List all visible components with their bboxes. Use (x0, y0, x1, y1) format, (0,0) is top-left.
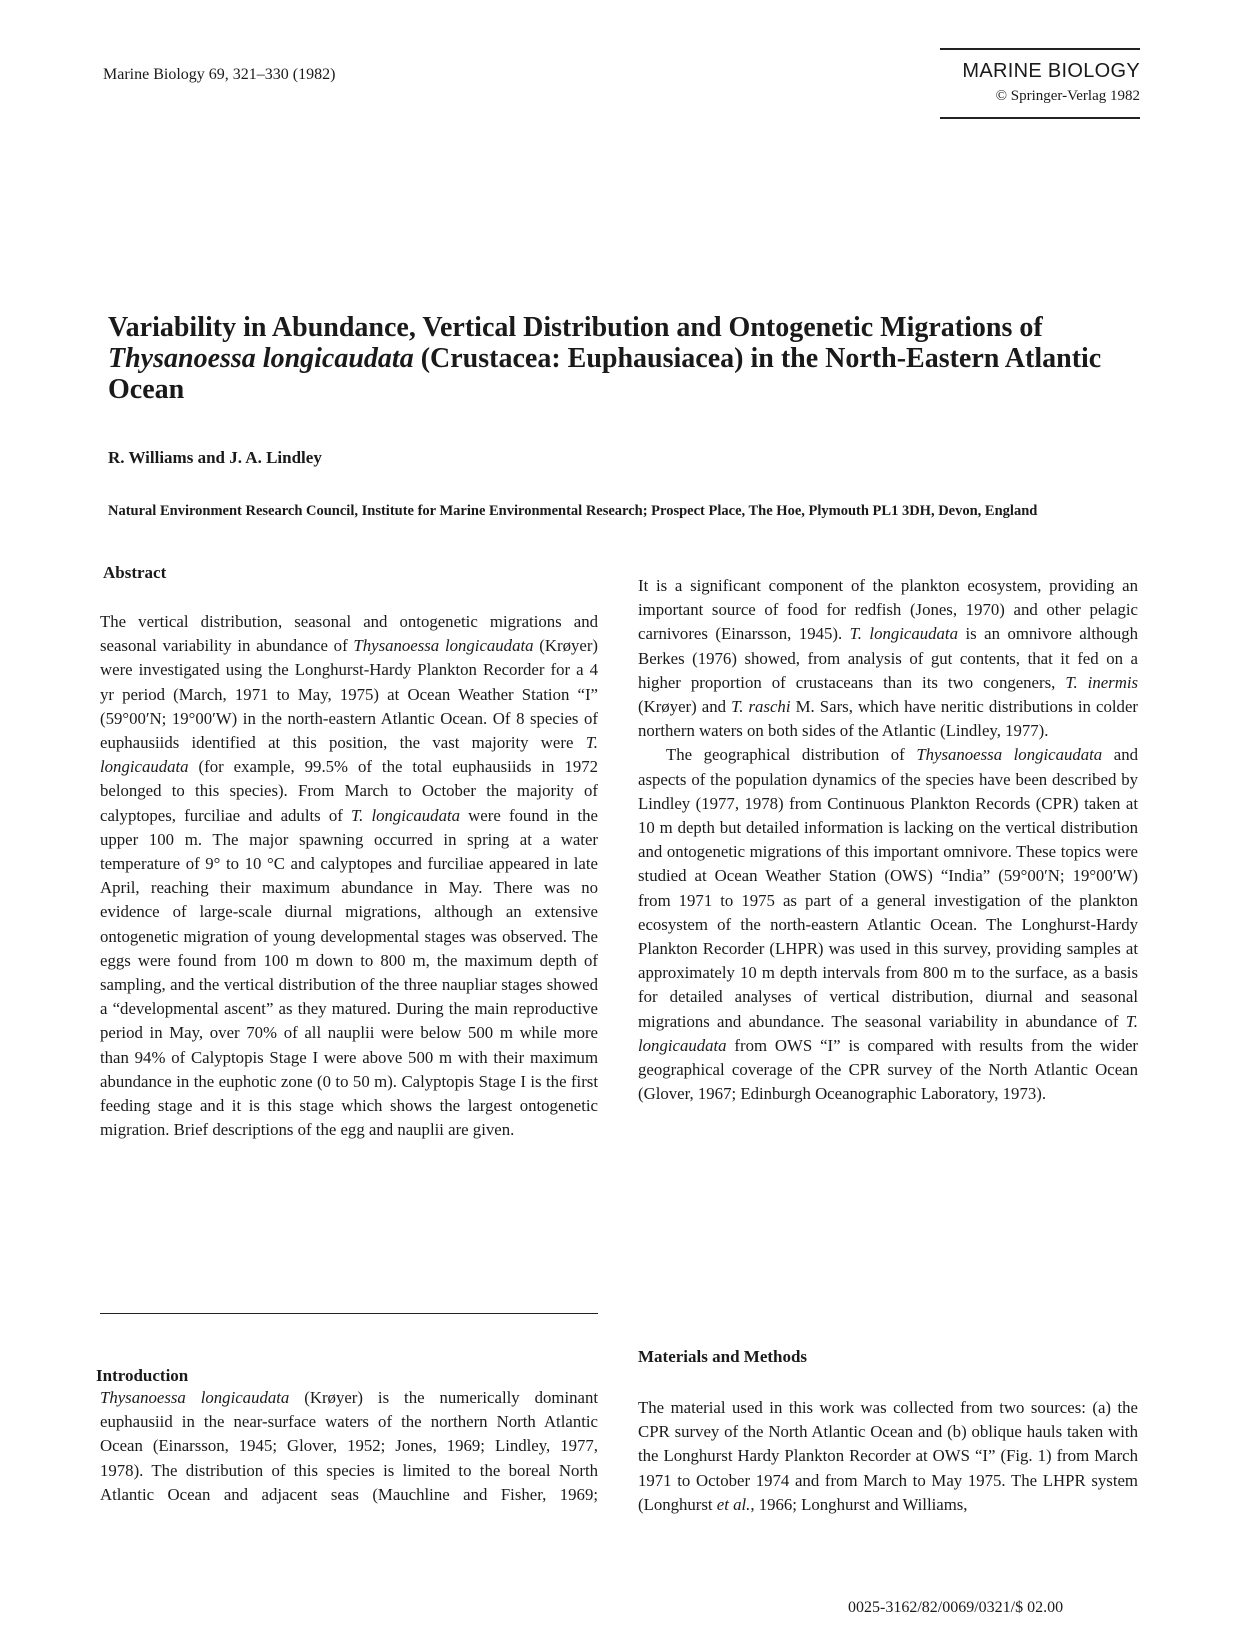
methods-text: The material used in this work was collected from two sources: (a) the CPR survey of the North Atlantic Ocean and (b) oblique hauls taken with the Longhurst Hardy Plankton Recorder at OWS “I” (Fig. 1) from March 1971 to October 1974 and from March to May 1975. The LHPR system (Longhurst (638, 1398, 1138, 1514)
copyright: © Springer-Verlag 1982 (995, 88, 1140, 104)
intro-italic: Thysanoessa longicaudata (100, 1388, 290, 1407)
abstract-text: (Krøyer) were investigated using the Longhurst-Hardy Plankton Recorder for a 4 yr period (March, 1971 to May, 1975) at Ocean Weather Station “I” (59°00′N; 19°00′W) in the north-eastern Atlantic Ocean. Of 8 species of euphausiids identified at this position, the vast majority were (100, 636, 598, 753)
intro-text: M. Sars, which have neritic distributions in colder northern waters on both sides of the Atlantic (Lindley, 1977). (638, 697, 1138, 741)
intro-text: is an omnivore although Berkes (1976) showed, from analysis of gut contents, that it fed on a higher proportion of crustaceans than its two congeners, (638, 624, 1138, 692)
intro-italic: T. longicaudata (849, 624, 958, 644)
masthead-top-rule (940, 48, 1140, 50)
methods-text: , 1966; Longhurst and Williams, (750, 1494, 968, 1514)
methods-body (638, 1396, 1138, 1517)
methods-heading: Materials and Methods (638, 1347, 808, 1366)
abstract-text: were found in the upper 100 m. The major spawning occurred in spring at a water temperature of 9° to 10 °C and calyptopes and furciliae appeared in late April, reaching their maximum abundance in May. There was no evidence of large-scale diurnal migrations, although an extensive ontogenetic migration of young developmental stages was observed. The eggs were found from 100 m down to 800 m, the maximum depth of sampling, and the vertical distribution of the three naupliar stages showed a “developmental ascent” as they matured. During the main reproductive period in May, over 70% of all nauplii were below 500 m while more than 94% of Calyptopis Stage I were above 500 m with their maximum abundance in the euphotic zone (0 to 50 m). Calyptopis Stage I is the first feeding stage and it is this stage which shows the largest ontogenetic migration. Brief descriptions of the egg and nauplii are given. (100, 805, 598, 1140)
abstract-text: (for example, 99.5% of the total euphausiids in 1972 belonged to this species). From March to October the majority of calyptopes, furciliae and adults of (100, 757, 598, 825)
intro-italic: T. raschi (731, 697, 791, 717)
intro-text: The geographical distribution of (666, 745, 917, 765)
intro-text: from OWS “I” is compared with results from the wider geographical coverage of the CPR survey of the North Atlantic Ocean (Glover, 1967; Edinburgh Oceanographic Laboratory, 1973). (638, 1035, 1138, 1104)
authors: R. Williams and J. A. Lindley (108, 448, 322, 467)
affiliation: Natural Environment Research Council, Institute for Marine Environmental Research; Prospect Place, The Hoe, Plymouth PL1 3DH, Devon, England (108, 503, 1038, 519)
title-part-2: (Crustacea: Euphausiacea) in the North-Eastern Atlantic Ocean (108, 343, 1102, 405)
title-species: Thysanoessa longicaudata (108, 343, 414, 374)
article-title (108, 312, 1148, 405)
journal-name: MARINE BIOLOGY (962, 60, 1140, 82)
abstract-italic: Thysanoessa longicaudata (353, 636, 534, 656)
methods-italic: et al. (716, 1494, 751, 1514)
intro-text: It is a significant component of the plankton ecosystem, providing an important source of food for redfish (Jones, 1970) and other pelagic carnivores (Einarsson, 1945). (638, 576, 1138, 644)
intro-text: (Krøyer) and (638, 697, 732, 717)
intro-italic: T. longicaudata (638, 1011, 1138, 1055)
intro-text: and aspects of the population dynamics of the species have been described by Lindley (1977, 1978) from Continuous Plankton Records (CPR) taken at 10 m depth but detailed information is lacking on the vertical distribution and ontogenetic migrations of this important omnivore. These topics were studied at Ocean Weather Station (OWS) “India” (59°00′N; 19°00′W) from 1971 to 1975 as part of a general investigation of the plankton ecosystem of the north-eastern Atlantic Ocean. The Longhurst-Hardy Plankton Recorder (LHPR) was used in this survey, providing samples at approximately 10 m depth intervals from 800 m to the surface, as a basis for detailed analyses of vertical distribution, diurnal and seasonal migrations and abundance. The seasonal variability in abundance of (638, 745, 1138, 1031)
masthead-bottom-rule (940, 117, 1140, 119)
intro-text: (Krøyer) is the numerically dominant euphausiid in the near-surface waters of the northern North Atlantic Ocean (Einarsson, 1945; Glover, 1952; Jones, 1969; Lindley, 1977, 1978). The distribution of this species is limited to the boreal North Atlantic Ocean and adjacent seas (Mauchline and Fisher, 1969; (100, 1388, 598, 1504)
abstract-italic: T. longicaudata (100, 733, 598, 777)
intro-italic: T. inermis (1065, 672, 1138, 692)
title-part-1: Variability in Abundance, Vertical Distribution and Ontogenetic Migrations of (108, 312, 1043, 343)
article-code: 0025-3162/82/0069/0321/$ 02.00 (848, 1599, 1064, 1616)
abstract-text: The vertical distribution, seasonal and ontogenetic migrations and seasonal variability in abundance of (100, 612, 598, 656)
abstract-heading: Abstract (103, 563, 167, 582)
introduction-heading: Introduction (96, 1366, 189, 1385)
intro-italic: Thysanoessa longicaudata (916, 745, 1103, 765)
journal-reference: Marine Biology 69, 321–330 (1982) (103, 66, 336, 83)
introduction-body-right (638, 574, 1138, 1264)
abstract-body (100, 610, 598, 1142)
abstract-italic: T. longicaudata (351, 805, 461, 825)
introduction-body-left (100, 1386, 598, 1510)
journal-masthead (940, 48, 1140, 119)
abstract-divider (100, 1313, 598, 1314)
